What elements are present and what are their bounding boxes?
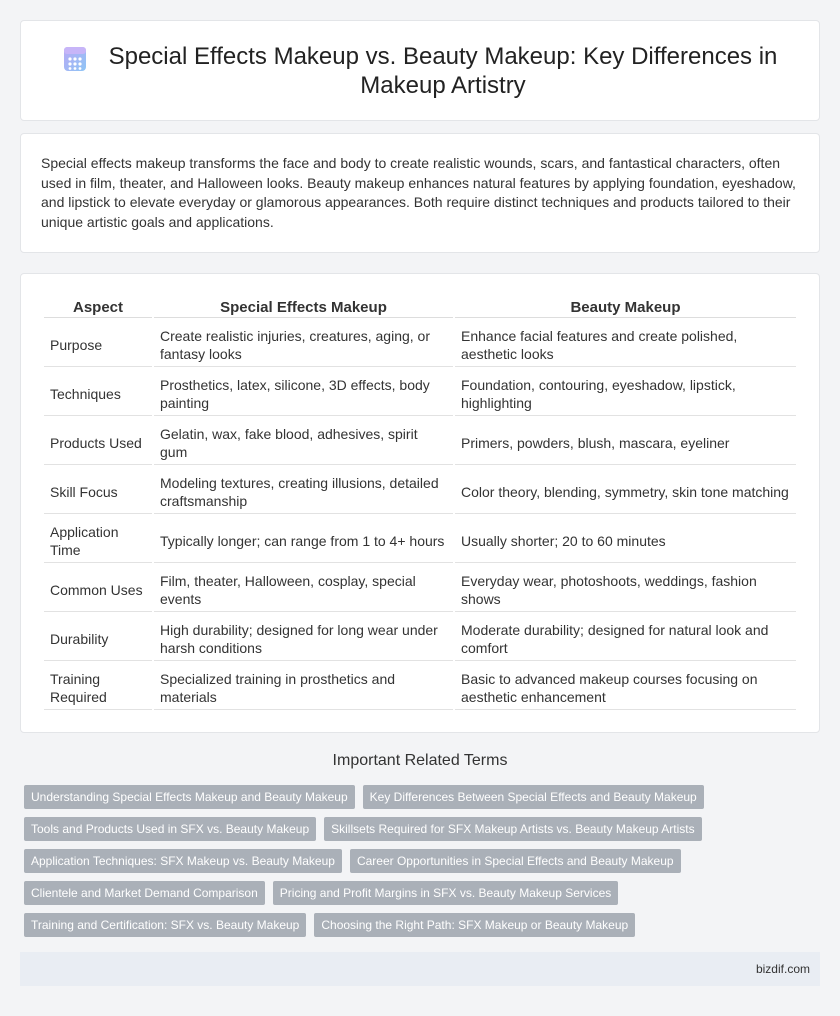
related-term-link[interactable]: Clientele and Market Demand Comparison [24, 881, 265, 905]
table-row [44, 614, 796, 661]
sfx-cell: High durability; designed for long wear under harsh conditions [154, 614, 453, 661]
sfx-cell: Prosthetics, latex, silicone, 3D effects, body painting [154, 369, 453, 416]
aspect-cell: Training Required [44, 663, 152, 710]
related-term-link[interactable]: Choosing the Right Path: SFX Makeup or Beauty Makeup [314, 913, 635, 937]
table-row [44, 320, 796, 367]
beauty-cell: Color theory, blending, symmetry, skin tone matching [455, 467, 796, 514]
related-term-link[interactable]: Pricing and Profit Margins in SFX vs. Beauty Makeup Services [273, 881, 618, 905]
related-term-link[interactable]: Application Techniques: SFX Makeup vs. Beauty Makeup [24, 849, 342, 873]
intro-card [20, 133, 820, 253]
table-row [44, 663, 796, 710]
related-term-link[interactable]: Career Opportunities in Special Effects and Beauty Makeup [350, 849, 681, 873]
beauty-cell: Everyday wear, photoshoots, weddings, fashion shows [455, 565, 796, 612]
header-sfx: Special Effects Makeup [154, 296, 453, 318]
beauty-cell: Primers, powders, blush, mascara, eyeliner [455, 418, 796, 465]
sfx-cell: Film, theater, Halloween, cosplay, special events [154, 565, 453, 612]
aspect-cell: Durability [44, 614, 152, 661]
table-header-row [44, 296, 796, 318]
table-row [44, 565, 796, 612]
calculator-icon [61, 45, 89, 73]
header-aspect: Aspect [44, 296, 152, 318]
sfx-cell: Specialized training in prosthetics and materials [154, 663, 453, 710]
related-term-link[interactable]: Tools and Products Used in SFX vs. Beauty Makeup [24, 817, 316, 841]
table-row [44, 467, 796, 514]
footer [20, 952, 820, 986]
header-beauty: Beauty Makeup [455, 296, 796, 318]
beauty-cell: Basic to advanced makeup courses focusing on aesthetic enhancement [455, 663, 796, 710]
aspect-cell: Techniques [44, 369, 152, 416]
aspect-cell: Common Uses [44, 565, 152, 612]
beauty-cell: Foundation, contouring, eyeshadow, lipstick, highlighting [455, 369, 796, 416]
aspect-cell: Products Used [44, 418, 152, 465]
sfx-cell: Create realistic injuries, creatures, aging, or fantasy looks [154, 320, 453, 367]
beauty-cell: Enhance facial features and create polished, aesthetic looks [455, 320, 796, 367]
related-term-link[interactable]: Understanding Special Effects Makeup and Beauty Makeup [24, 785, 355, 809]
page-title: Special Effects Makeup vs. Beauty Makeup: Key Differences in Makeup Artistry [108, 42, 778, 99]
intro-paragraph: Special effects makeup transforms the face and body to create realistic wounds, scars, and fantastical characters, often used in film, theater, and Halloween looks. Beauty makeup enhances natural features by applying foundation, eyeshadow, and lipstick to elevate everyday or glamorous appearances. Both require distinct techniques and products tailored to their unique artistic goals and applications. [41, 155, 796, 230]
related-term-link[interactable]: Training and Certification: SFX vs. Beauty Makeup [24, 913, 306, 937]
footer-site-link[interactable]: bizdif.com [755, 962, 810, 976]
related-term-link[interactable]: Key Differences Between Special Effects and Beauty Makeup [363, 785, 704, 809]
beauty-cell: Moderate durability; designed for natural look and comfort [455, 614, 796, 661]
related-term-link[interactable]: Skillsets Required for SFX Makeup Artists vs. Beauty Makeup Artists [324, 817, 701, 841]
table-row [44, 516, 796, 563]
related-terms-list [24, 785, 824, 945]
sfx-cell: Gelatin, wax, fake blood, adhesives, spirit gum [154, 418, 453, 465]
sfx-cell: Modeling textures, creating illusions, detailed craftsmanship [154, 467, 453, 514]
aspect-cell: Purpose [44, 320, 152, 367]
aspect-cell: Skill Focus [44, 467, 152, 514]
table-row [44, 369, 796, 416]
related-terms-title: Important Related Terms [332, 752, 508, 769]
title-card [20, 20, 820, 121]
comparison-table [42, 294, 798, 712]
comparison-card [20, 273, 820, 733]
table-row [44, 418, 796, 465]
beauty-cell: Usually shorter; 20 to 60 minutes [455, 516, 796, 563]
sfx-cell: Typically longer; can range from 1 to 4+ hours [154, 516, 453, 563]
aspect-cell: Application Time [44, 516, 152, 563]
